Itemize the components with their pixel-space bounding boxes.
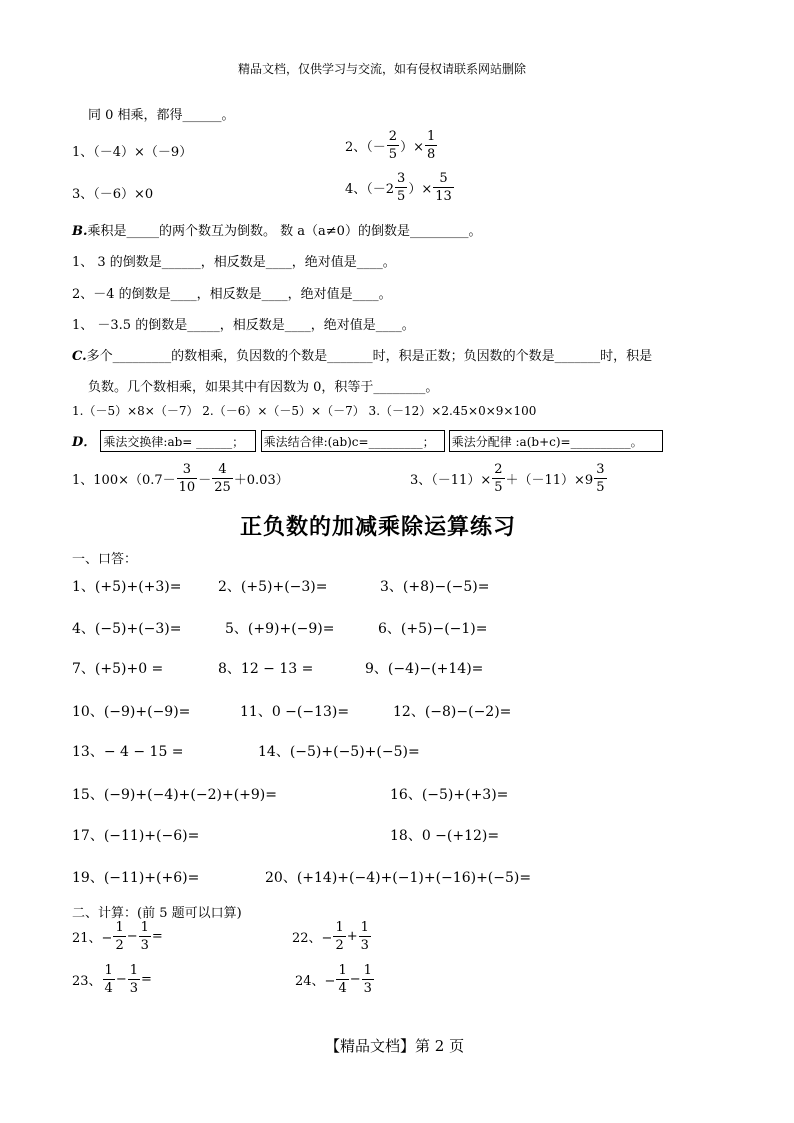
oral-item: 16、(−5)+(+3)= [390,787,509,803]
denominator: 25 [214,480,231,495]
denominator: 3 [360,938,369,953]
denominator: 3 [140,938,149,953]
section-c-line1 [72,345,652,364]
denominator: 4 [338,981,347,996]
denominator: 3 [363,981,372,996]
numerator: 1 [140,920,149,935]
law-distributive: 乘法分配律 :a(b+c)=__________。 [449,430,663,452]
denominator: 8 [426,147,436,162]
numerator: 1 [115,920,124,935]
oral-item: 4、(−5)+(−3)= [72,621,182,637]
numerator: 1 [363,963,372,978]
section-d-letter: D． [72,435,97,450]
oral-item: 13、− 4 − 15 = [72,744,184,760]
section-b-intro: 乘积是_____的两个数互为倒数。 数 a（a≠0）的倒数是_________。 [87,224,482,239]
numerator: 2 [494,462,503,477]
numerator: 3 [177,463,198,479]
oral-item: 7、(+5)+0 = [72,661,164,677]
calc-22-mid: + [346,929,358,944]
denominator: 2 [335,938,344,953]
denominator: 4 [104,981,113,996]
calc-24-mid: − [349,972,361,987]
calc-heading: 二、计算：(前 5 题可以口算) [72,906,242,921]
fraction [395,172,407,203]
numerator: 3 [397,171,406,186]
problem-a4-prefix: 4、（－2 [345,182,395,197]
calc-21-mid: − [126,929,138,944]
denominator: 13 [435,189,452,204]
problem-d1-suffix: ＋0.03） [233,473,289,488]
calc-item-21 [72,921,163,952]
fraction [359,921,371,952]
calc-item-24 [295,964,375,995]
calc-23-mid: − [115,972,127,987]
oral-item: 12、(−8)−(−2)= [393,704,512,720]
oral-item: 20、(+14)+(−4)+(−1)+(−16)+(−5)= [265,870,532,886]
oral-item: 3、(+8)−(−5)= [380,579,490,595]
fraction [387,130,399,161]
fraction [362,964,374,995]
oral-item: 15、(−9)+(−4)+(−2)+(+9)= [72,787,277,803]
numerator: 1 [426,129,436,144]
oral-item: 18、0 −(+12)= [390,828,500,844]
problem-d1-mid: － [198,473,212,488]
problem-a2-prefix: 2、（－ [345,140,386,155]
page-footer: 【精品文档】第 2 页 [325,1037,465,1055]
law-associative: 乘法结合律:(ab)c=_________； [261,430,445,452]
problem-d3-mid: ＋（－11）×9 [505,473,594,488]
problem-a3: 3、（－6）×0 [72,187,154,202]
numerator: 4 [212,463,233,479]
oral-item: 14、(−5)+(−5)+(−5)= [258,744,420,760]
calc-21-prefix: 21、− [72,931,113,946]
section-d-laws [72,430,663,452]
numerator: 1 [338,963,347,978]
fraction [113,921,125,952]
page-header: 精品文档，仅供学习与交流，如有侵权请联系网站删除 [238,62,527,76]
calc-24-prefix: 24、− [295,974,336,989]
section-c-letter: C. [72,349,87,364]
problem-d1-prefix: 1、100×（0.7－ [72,473,176,488]
section-b-letter: B. [72,224,88,239]
section-b-q1: 1、 3 的倒数是______，相反数是____，绝对值是____。 [72,255,396,270]
problem-a1: 1、（－4）×（－9） [72,145,193,160]
section-b-q2: 2、－4 的倒数是____，相反数是____，绝对值是____。 [72,287,392,302]
page-title: 正负数的加减乘除运算练习 [240,515,517,540]
denominator: 5 [397,189,406,204]
oral-item: 17、(−11)+(−6)= [72,828,200,844]
calc-21-suffix: = [151,929,163,944]
fraction [594,463,606,494]
section-a-intro: 同 0 相乘，都得______。 [88,108,235,123]
fraction [212,463,233,494]
problem-a4 [345,172,455,203]
calc-23-prefix: 23、 [72,974,102,989]
denominator: 3 [129,981,139,996]
oral-item: 11、0 −(−13)= [240,704,350,720]
problem-a4-mid: ）× [408,182,433,197]
problem-a2-mid: ）× [400,140,424,155]
numerator: 1 [360,920,369,935]
oral-item: 10、(−9)+(−9)= [72,704,191,720]
numerator: 1 [335,920,344,935]
fraction [103,964,115,995]
fraction [177,463,198,494]
problem-d3-prefix: 3、（－11）× [410,473,492,488]
fraction [336,964,348,995]
numerator: 5 [433,172,454,188]
denominator: 2 [115,938,124,953]
numerator: 1 [104,963,113,978]
section-c-problems: 1.（－5）×8×（－7） 2.（－6）×（－5）×（－7） 3.（－12）×2.45×0×9×100 [72,404,537,418]
denominator: 5 [596,480,605,495]
fraction [333,921,345,952]
law-commutative: 乘法交换律:ab= ______； [100,430,256,452]
numerator: 3 [596,462,605,477]
oral-item: 9、(−4)−(+14)= [365,661,484,677]
section-b-q3: 1、 －3.5 的倒数是_____，相反数是____，绝对值是____。 [72,318,415,333]
fraction [128,964,140,995]
oral-heading: 一、口答： [72,552,138,567]
fraction [433,172,454,203]
numerator: 2 [388,129,398,144]
problem-d1 [72,463,289,494]
section-b-intro-line [72,220,481,239]
fraction [492,463,504,494]
oral-item: 1、(+5)+(+3)= [72,579,182,595]
oral-item: 5、(+9)+(−9)= [225,621,335,637]
denominator: 5 [388,147,398,162]
oral-item: 2、(+5)+(−3)= [218,579,328,595]
fraction [425,130,437,161]
problem-d3 [410,463,608,494]
oral-item: 19、(−11)+(+6)= [72,870,200,886]
denominator: 5 [494,480,503,495]
denominator: 10 [178,480,196,495]
problem-a2 [345,130,438,161]
calc-23-suffix: = [141,972,152,987]
numerator: 1 [129,963,139,978]
fraction [139,921,151,952]
oral-item: 6、(+5)−(−1)= [378,621,488,637]
calc-22-prefix: 22、− [292,931,333,946]
section-c-text: 多个_________的数相乘，负因数的个数是_______时，积是正数；负因数的个数是_______时，积是 [86,349,653,364]
calc-item-23 [72,964,152,995]
calc-item-22 [292,921,372,952]
oral-item: 8、12 − 13 = [218,661,314,677]
section-c-line2: 负数。几个数相乘，如果其中有因数为 0，积等于________。 [88,380,439,395]
